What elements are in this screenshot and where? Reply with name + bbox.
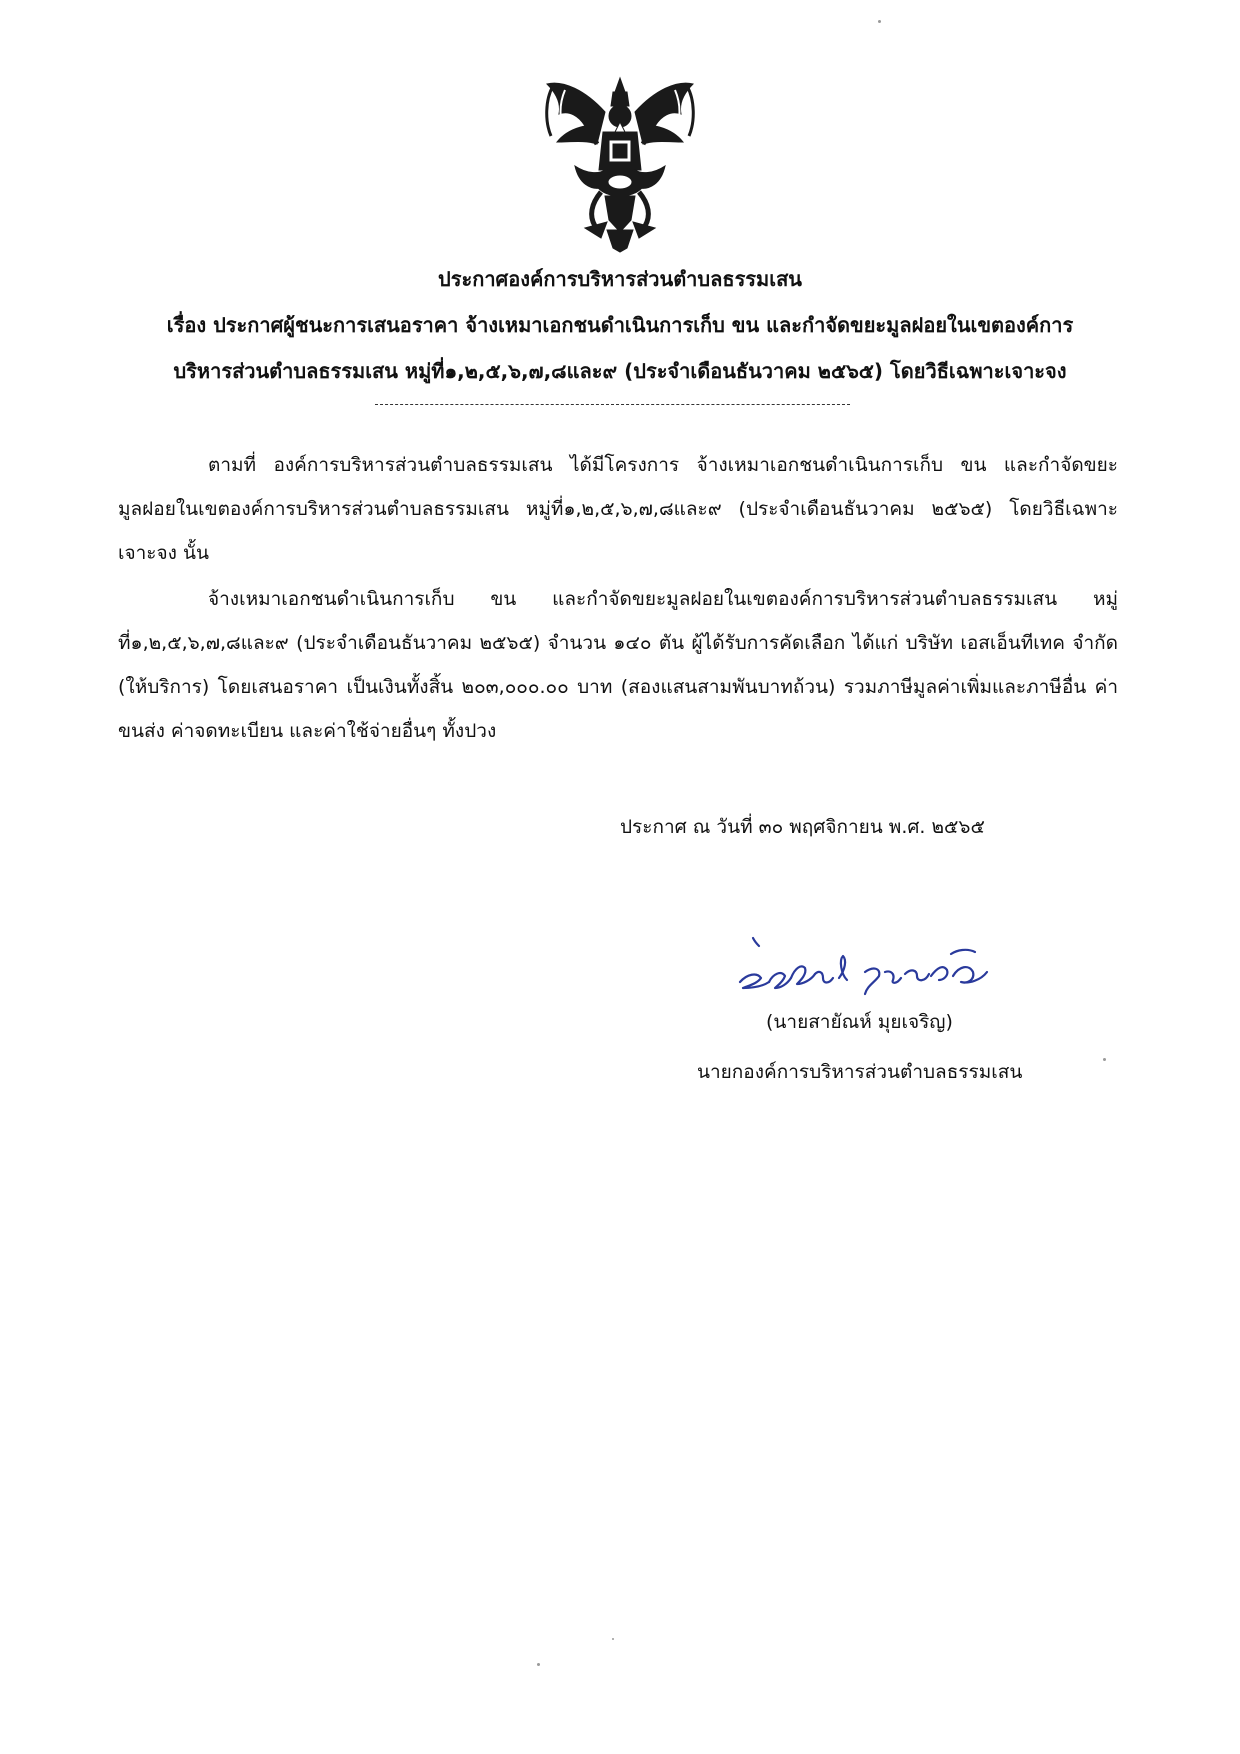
announce-date: ประกาศ ณ วันที่ ๓๐ พฤศจิกายน พ.ศ. ๒๕๖๕ [620, 816, 985, 838]
paragraph-1: ตามที่ องค์การบริหารส่วนตำบลธรรมเสน ได้มีโครงการ จ้างเหมาเอกชนดำเนินการเก็บ ขน และกำจัดขยะมูลฝอยในเขตองค์การบริหารส่วนตำบลธรรมเสน หมู่ที่๑,๒,๕,๖,๗,๘และ๙ (ประจำเดือนธันวาคม ๒๕๖๕) โดยวิธีเฉพาะเจาะจง นั้น [118, 454, 1118, 564]
scan-speck [1103, 1058, 1106, 1061]
signature-image [735, 930, 1025, 1000]
subject-line-2: บริหารส่วนตำบลธรรมเสน หมู่ที่๑,๒,๕,๖,๗,๘และ๙ (ประจำเดือนธันวาคม ๒๕๖๕) โดยวิธีเฉพาะเจาะจง [173, 359, 1067, 383]
garuda-emblem-icon [535, 70, 705, 255]
agency-title: ประกาศองค์การบริหารส่วนตำบลธรรมเสน [438, 267, 802, 291]
subject-line-1: เรื่อง ประกาศผู้ชนะการเสนอราคา จ้างเหมาเอกชนดำเนินการเก็บ ขน และกำจัดขยะมูลฝอยในเขตองค์การ [166, 313, 1074, 337]
scan-speck [537, 1663, 540, 1666]
paragraph-2: จ้างเหมาเอกชนดำเนินการเก็บ ขน และกำจัดขยะมูลฝอยในเขตองค์การบริหารส่วนตำบลธรรมเสน หมู่ที่๑,๒,๕,๖,๗,๘และ๙ (ประจำเดือนธันวาคม ๒๕๖๕) จำนวน ๑๔๐ ตัน ผู้ได้รับการคัดเลือก ได้แก่ บริษัท เอสเอ็นทีเทค จำกัด (ให้บริการ) โดยเสนอราคา เป็นเงินทั้งสิ้น ๒๐๓,๐๐๐.๐๐ บาท (สองแสนสามพันบาทถ้วน) รวมภาษีมูลค่าเพิ่มและภาษีอื่น ค่าขนส่ง ค่าจดทะเบียน และค่าใช้จ่ายอื่นๆ ทั้งปวง [118, 588, 1118, 742]
scan-speck [612, 1638, 614, 1640]
signer-name: (นายสายัณห์ มุยเจริญ) [766, 1011, 953, 1033]
signer-position: นายกองค์การบริหารส่วนตำบลธรรมเสน [697, 1061, 1023, 1083]
separator-line [375, 404, 850, 405]
scan-speck [878, 20, 881, 23]
